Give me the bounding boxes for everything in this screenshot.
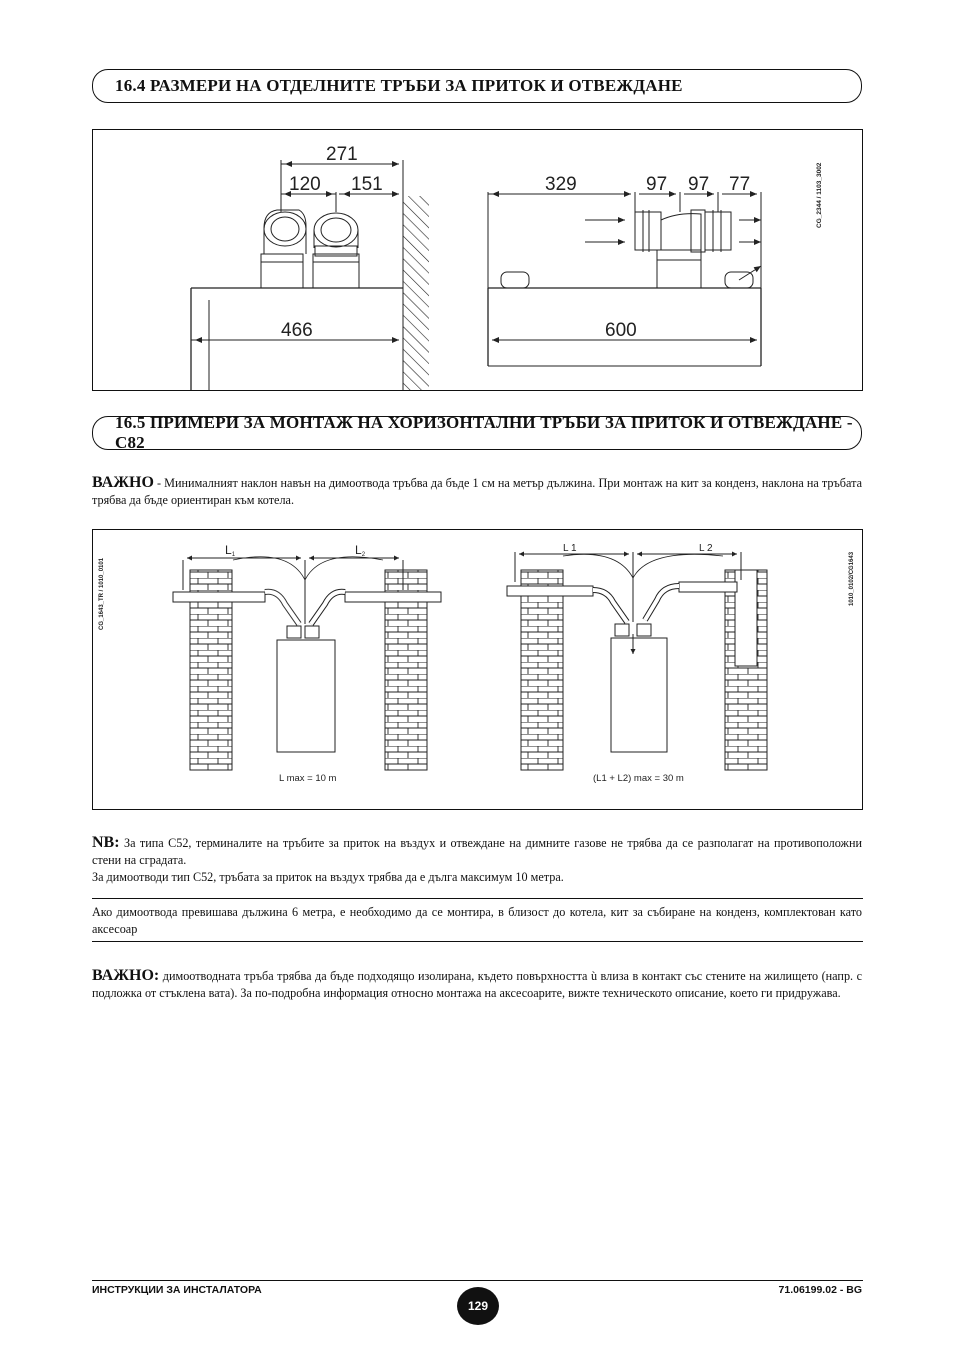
left-l1-label: L1	[225, 543, 236, 558]
figure-pipe-dimensions	[92, 129, 863, 391]
installation-drawing	[93, 530, 862, 809]
dim-97a: 97	[646, 174, 668, 195]
divider-bottom	[92, 941, 863, 942]
dim-120: 120	[289, 174, 321, 195]
important-text: - Минималният наклон навън на димоотвода тръбва да бъде 1 см на метър дължина. При монтаж на кит за конденз, наклона на тръбата трябва да бъде ориентиран към котела.	[92, 476, 862, 507]
important-label: ВАЖНО	[92, 474, 154, 491]
important-paragraph-2	[92, 967, 862, 1002]
dimension-drawing	[93, 130, 862, 390]
figure-code-right: 1010_0102/CG1643	[849, 551, 855, 606]
dim-600: 600	[605, 320, 637, 341]
right-l2-label: L 2	[699, 543, 713, 554]
nb-line2: За димоотводи тип С52, тръбата за приток на въздух трябва да е дълга максимум 10 метра.	[92, 870, 564, 884]
footer-rule	[92, 1280, 863, 1281]
figure-installation-examples	[92, 529, 863, 810]
footer-left: ИНСТРУКЦИИ ЗА ИНСТАЛАТОРА	[92, 1284, 262, 1296]
page-number: 129	[457, 1287, 499, 1325]
dim-151: 151	[351, 174, 383, 195]
nb-label: NB:	[92, 834, 120, 851]
figure-code: CG_2344 / 1103_3002	[816, 162, 823, 228]
dim-97b: 97	[688, 174, 710, 195]
dim-77: 77	[729, 174, 751, 195]
footer-right: 71.06199.02 - BG	[778, 1284, 862, 1296]
dim-466: 466	[281, 320, 313, 341]
figure-code-left: CG_1643_TR / 1010_0101	[99, 557, 105, 630]
nb-paragraph	[92, 834, 862, 886]
section-title-16-5: 16.5 ПРИМЕРИ ЗА МОНТАЖ НА ХОРИЗОНТАЛНИ ТРЪБИ ЗА ПРИТОК И ОТВЕЖДАНЕ - C82	[92, 416, 862, 450]
dim-329: 329	[545, 174, 577, 195]
dim-271: 271	[326, 144, 358, 165]
important-text-2: димоотводната тръба трябва да бъде подходящо изолирана, където повърхността ù влиза в контакт със стените на жилището (напр. с подложка от стъклена вата). За по-подробна информация относно монтажа на аксесоарите, вижте техническото описание, което ги придружава.	[92, 969, 862, 1000]
right-caption: (L1 + L2) max = 30 m	[593, 773, 684, 784]
condensate-note: Ако димоотвода превишава дължина 6 метра, е необходимо да се монтира, в близост до котела, кит за събиране на конденз, комплектован като аксесоар	[92, 905, 862, 936]
left-l2-label: L2	[355, 543, 366, 558]
divider-top	[92, 898, 863, 899]
right-l1-label: L 1	[563, 543, 577, 554]
nb-text: За типа С52, терминалите на тръбите за приток на въздух и отвеждане на димните газове не трябва да се разполагат на противоположни стени на сградата.	[92, 836, 862, 867]
left-caption: L max = 10 m	[279, 773, 337, 784]
important-label-2: ВАЖНО:	[92, 967, 160, 984]
section-title-16-4: 16.4 РАЗМЕРИ НА ОТДЕЛНИТЕ ТРЪБИ ЗА ПРИТОК И ОТВЕЖДАНЕ	[92, 69, 862, 103]
important-paragraph-1	[92, 474, 862, 509]
